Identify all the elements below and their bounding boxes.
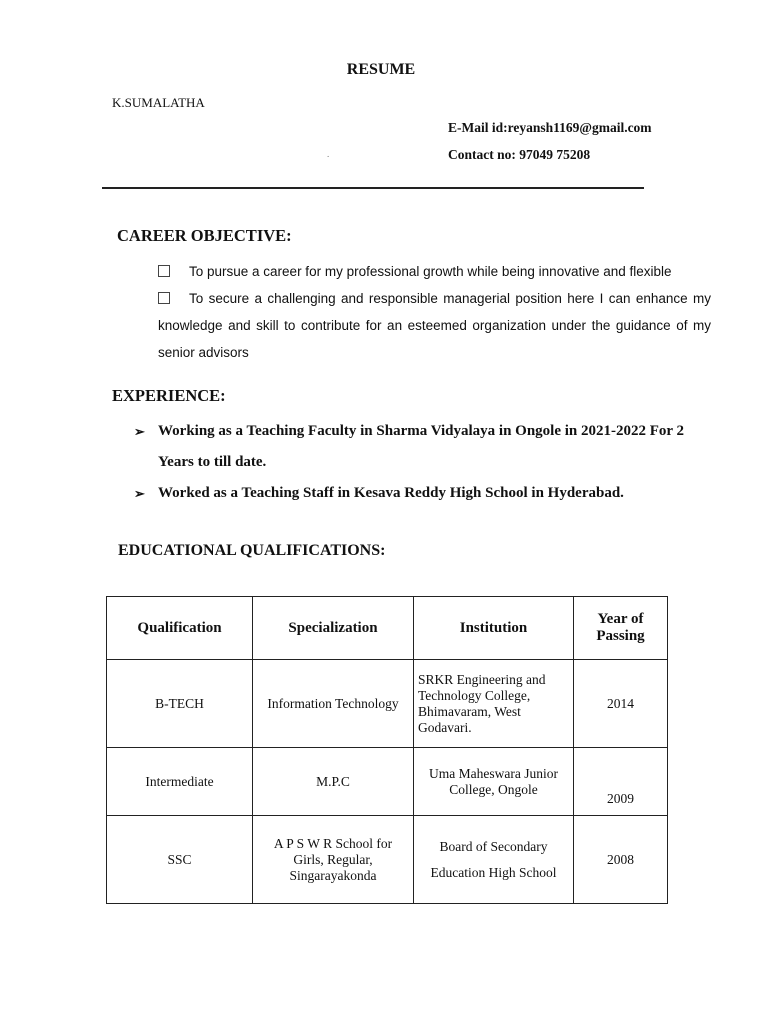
year-cell: 2014	[574, 660, 668, 748]
column-header: Institution	[414, 597, 574, 660]
arrow-bullet-icon: ➢	[134, 486, 145, 501]
objective-text: To secure a challenging and responsible managerial position here I can enhance my knowledge and skill to contribute for an esteemed organization under the guidance of my senior advisors	[158, 291, 711, 360]
objective-item	[158, 258, 711, 285]
career-objective-list	[158, 258, 711, 366]
stray-dot: .	[327, 149, 330, 159]
experience-list	[134, 416, 694, 509]
table-row	[107, 660, 668, 748]
checkbox-bullet-icon	[158, 265, 170, 277]
header-divider	[102, 187, 644, 189]
year-cell: 2008	[574, 816, 668, 904]
specialization-cell: A P S W R School for Girls, Regular, Singarayakonda	[253, 816, 414, 904]
objective-text: To pursue a career for my professional growth while being innovative and flexible	[189, 264, 672, 279]
experience-item	[134, 416, 694, 478]
resume-title: RESUME	[346, 61, 416, 78]
career-objective-heading: CAREER OBJECTIVE:	[117, 226, 292, 245]
experience-text: Worked as a Teaching Staff in Kesava Reddy High School in Hyderabad.	[158, 485, 624, 501]
experience-heading: EXPERIENCE:	[112, 386, 226, 405]
column-header: Specialization	[253, 597, 414, 660]
email-text: E-Mail id:reyansh1169@gmail.com	[448, 120, 652, 135]
table-header-row	[107, 597, 668, 660]
qualification-cell: Intermediate	[107, 748, 253, 816]
qualification-cell: SSC	[107, 816, 253, 904]
contact-text: Contact no: 97049 75208	[448, 147, 591, 162]
column-header: Qualification	[107, 597, 253, 660]
year-cell: 2009	[574, 748, 668, 816]
institution-cell: Uma Maheswara Junior College, Ongole	[414, 748, 574, 816]
specialization-cell: M.P.C	[253, 748, 414, 816]
objective-item	[158, 285, 711, 366]
column-header: Year of Passing	[574, 597, 668, 660]
institution-cell: Board of Secondary Education High School	[414, 816, 574, 904]
table-row	[107, 816, 668, 904]
education-table	[106, 596, 668, 904]
experience-text: Working as a Teaching Faculty in Sharma Vidyalaya in Ongole in 2021-2022 For 2 Years to till date.	[158, 423, 685, 470]
qualification-cell: B-TECH	[107, 660, 253, 748]
education-heading: EDUCATIONAL QUALIFICATIONS:	[118, 542, 386, 559]
specialization-cell: Information Technology	[253, 660, 414, 748]
checkbox-bullet-icon	[158, 292, 170, 304]
candidate-name: K.SUMALATHA	[112, 95, 205, 110]
table-row	[107, 748, 668, 816]
arrow-bullet-icon: ➢	[134, 424, 145, 439]
institution-cell: SRKR Engineering and Technology College, Bhimavaram, West Godavari.	[414, 660, 574, 748]
experience-item	[134, 478, 694, 509]
